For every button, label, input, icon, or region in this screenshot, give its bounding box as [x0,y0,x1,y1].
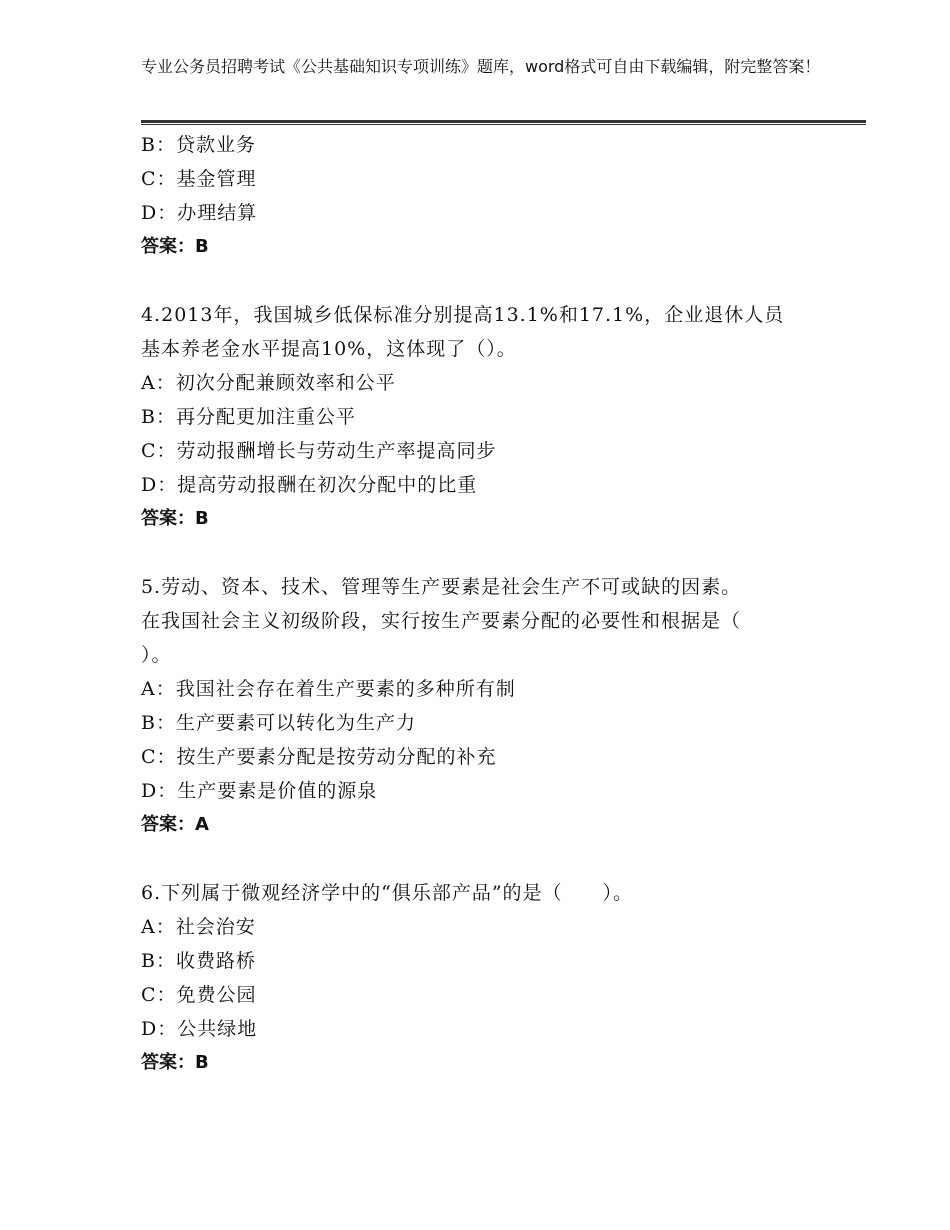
option-a: A：我国社会存在着生产要素的多种所有制 [141,678,516,700]
option-c: C：按生产要素分配是按劳动分配的补充 [141,746,497,768]
spacer [141,264,811,298]
spacer [141,536,811,570]
question-stem: 4.2013年，我国城乡低保标准分别提高13.1%和17.1%，企业退休人员 [141,304,785,326]
question-stem: 6.下列属于微观经济学中的“俱乐部产品”的是（ ）。 [141,882,634,904]
option-c: C：劳动报酬增长与劳动生产率提高同步 [141,440,497,462]
answer-label: 答案：B [141,1052,209,1073]
option-a: A：社会治安 [141,916,256,938]
option-b: B：收费路桥 [141,950,256,972]
question-stem: ）。 [141,644,172,666]
question-stem: 基本养老金水平提高10%，这体现了（）。 [141,338,517,360]
option-d: D：公共绿地 [141,1018,258,1040]
page-header: 专业公务员招聘考试《公共基础知识专项训练》题库，word格式可自由下载编辑，附完整答案！ [141,57,821,76]
question-6 [141,876,811,1080]
option-a: A：初次分配兼顾效率和公平 [141,372,396,394]
question-list [141,128,811,1080]
option-b: B：再分配更加注重公平 [141,406,356,428]
header-divider [141,120,866,125]
question-5 [141,570,811,842]
spacer [141,842,811,876]
answer-label: 答案：B [141,508,209,529]
option-b: B：生产要素可以转化为生产力 [141,712,416,734]
option-c: C：基金管理 [141,168,257,190]
option-c: C：免费公园 [141,984,257,1006]
question-4 [141,298,811,536]
answer-label: 答案：B [141,236,209,257]
option-d: D：生产要素是价值的源泉 [141,780,378,802]
answer-label: 答案：A [141,814,209,835]
question-stem: 在我国社会主义初级阶段，实行按生产要素分配的必要性和根据是（ [141,610,742,632]
question-3 [141,128,811,264]
option-d: D：提高劳动报酬在初次分配中的比重 [141,474,478,496]
option-b: B：贷款业务 [141,134,256,156]
option-d: D：办理结算 [141,202,258,224]
question-stem: 5.劳动、资本、技术、管理等生产要素是社会生产不可或缺的因素。 [141,576,742,598]
